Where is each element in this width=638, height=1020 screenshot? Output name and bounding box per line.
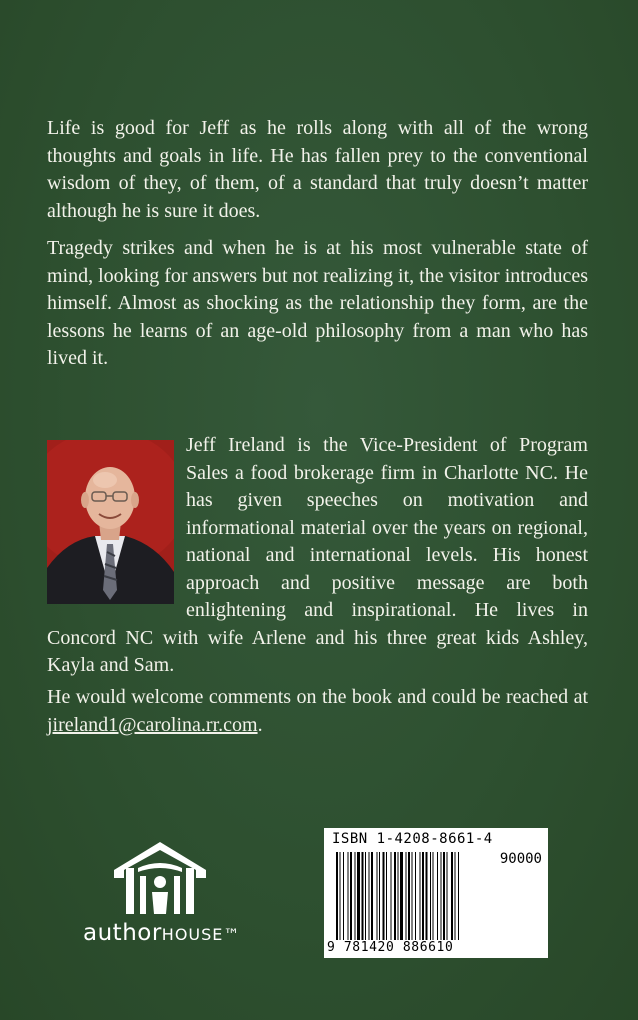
blurb-paragraph-2: Tragedy strikes and when he is at his most vulnerable state of mind, looking for answers but not realizing it, the visitor introduces himself. Almost as shocking as the relationship they form, are the lessons he learns of an age-old philosophy from a man who has lived it.	[47, 237, 589, 369]
isbn-barcode	[324, 828, 548, 958]
author-bio	[47, 432, 588, 680]
author-bio-text: Jeff Ireland is the Vice-President of Program Sales a food brokerage firm in Charlotte NC. He has given speeches on motivation and informational material over the years on regional, national and international levels. His honest approach and positive message are both enlightening and inspirational. He lives in Concord NC with wife Arlene and his three great kids Ashley, Kayla and Sam.	[47, 434, 588, 676]
author-photo	[47, 440, 174, 604]
publisher-wordmark: authorHOUSE™	[83, 920, 241, 946]
contact-text: He would welcome comments on the book and could be reached at	[47, 686, 588, 708]
blurb-paragraph-1: Life is good for Jeff as he rolls along with all of the wrong thoughts and goals in life. He has fallen prey to the conventional wisdom of they, of them, of a standard that truly doesn’t matter although he is sure it does.	[47, 117, 588, 222]
contact-period: .	[257, 713, 263, 736]
contact-paragraph	[47, 684, 588, 739]
price-code: 90000	[499, 851, 542, 867]
isbn-label: ISBN 1-4208-8661-4	[332, 831, 493, 847]
ean-digits: 9 781420 886610	[327, 940, 454, 955]
author-email-link[interactable]: jireland1@carolina.rr.com	[47, 713, 258, 736]
barcode-bars	[336, 852, 536, 942]
